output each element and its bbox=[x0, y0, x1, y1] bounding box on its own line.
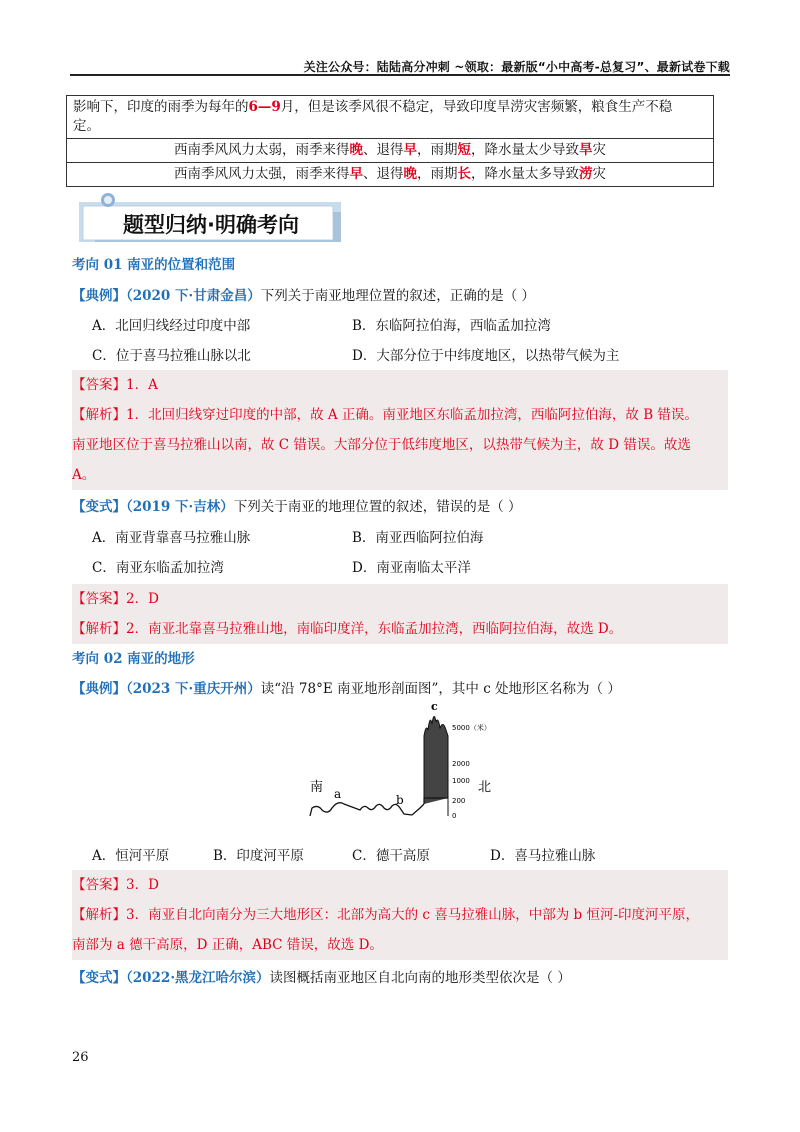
q1-option-d[interactable]: D．大部分位于中纬度地区，以热带气候为主 bbox=[352, 348, 620, 364]
profile-label-a: a bbox=[334, 787, 342, 801]
page-number: 26 bbox=[72, 1050, 89, 1065]
banner-graphic bbox=[75, 192, 347, 252]
q2-answer: 【答案】2．D bbox=[72, 591, 159, 607]
q1-answer-box bbox=[72, 370, 728, 490]
profile-label-c: c bbox=[431, 700, 438, 713]
section-title-1: 考向 01 南亚的位置和范围 bbox=[72, 257, 236, 273]
section-title-2: 考向 02 南亚的地形 bbox=[72, 651, 195, 667]
q1-option-a[interactable]: A．北回归线经过印度中部 bbox=[92, 318, 251, 334]
q3-option-d[interactable]: D．喜马拉雅山脉 bbox=[490, 848, 596, 864]
monsoon-table bbox=[66, 95, 714, 187]
section-banner bbox=[75, 192, 347, 252]
banner-title: 题型归纳·明确考向 bbox=[123, 213, 299, 237]
terrain-profile-figure bbox=[300, 700, 510, 825]
q3-answer: 【答案】3．D bbox=[72, 877, 159, 893]
q1-option-c[interactable]: C．位于喜马拉雅山脉以北 bbox=[92, 348, 251, 364]
q3-answer-box bbox=[72, 870, 728, 960]
page-header: 关注公众号：陆陆高分冲刺 ~领取：最新版“小中高考-总复习”、最新试卷下载 bbox=[303, 60, 730, 74]
q1-analysis-line-1: 【解析】1．北回归线穿过印度的中部，故 A 正确。南亚地区东临孟加拉湾，西临阿拉伯海，故 B 错误。 bbox=[72, 407, 698, 423]
north-label: 北 bbox=[478, 780, 492, 795]
question-2-stem: 【变式】（2019 下·吉林）下列关于南亚的地理位置的叙述，错误的是（ ） bbox=[72, 499, 522, 515]
q3-option-a[interactable]: A．恒河平原 bbox=[92, 848, 170, 864]
scale-0: 0 bbox=[452, 812, 457, 820]
q3-analysis-line-2: 南部为 a 德干高原，D 正确，ABC 错误，故选 D。 bbox=[72, 937, 383, 953]
profile-label-b: b bbox=[396, 793, 404, 807]
q3-analysis-line-1: 【解析】3．南亚自北向南分为三大地形区：北部为高大的 c 喜马拉雅山脉，中部为 b 恒河-印度河平原， bbox=[72, 907, 700, 923]
q2-option-d[interactable]: D．南亚南临太平洋 bbox=[352, 560, 471, 576]
q1-option-b[interactable]: B．东临阿拉伯海，西临孟加拉湾 bbox=[352, 318, 551, 334]
header-divider bbox=[70, 74, 730, 76]
south-label: 南 bbox=[310, 780, 324, 795]
q1-analysis-line-3: A。 bbox=[72, 467, 96, 483]
q1-answer: 【答案】1．A bbox=[72, 377, 158, 393]
q2-answer-box bbox=[72, 584, 728, 644]
question-1-stem: 【典例】（2020 下·甘肃金昌）下列关于南亚地理位置的叙述，正确的是（ ） bbox=[72, 288, 536, 304]
table-row-weak: 西南季风风力太弱，雨季来得晚、退得早，雨期短，降水量太少导致旱灾 bbox=[67, 139, 714, 163]
scale-2000: 2000 bbox=[452, 760, 470, 768]
q2-option-a[interactable]: A．南亚背靠喜马拉雅山脉 bbox=[92, 530, 251, 546]
q2-option-b[interactable]: B．南亚西临阿拉伯海 bbox=[352, 530, 484, 546]
q1-analysis-line-2: 南亚地区位于喜马拉雅山以南，故 C 错误。大部分位于低纬度地区，以热带气候为主，故 D 错误。故选 bbox=[72, 437, 691, 453]
question-4-stem: 【变式】（2022·黑龙江哈尔滨）读图概括南亚地区自北向南的地形类型依次是（ ） bbox=[72, 970, 571, 986]
q3-option-c[interactable]: C．德干高原 bbox=[352, 848, 430, 864]
table-intro-cell: 影响下，印度的雨季为每年的6—9月，但是该季风很不稳定，导致印度旱涝灾害频繁，粮食生产不稳 定。 bbox=[67, 96, 714, 139]
q2-analysis-line-1: 【解析】2．南亚北靠喜马拉雅山地，南临印度洋，东临孟加拉湾，西临阿拉伯海，故选 D。 bbox=[72, 621, 623, 637]
table-row-strong: 西南季风风力太强，雨季来得早、退得晚，雨期长，降水量太多导致涝灾 bbox=[67, 163, 714, 187]
q3-option-b[interactable]: B．印度河平原 bbox=[213, 848, 304, 864]
scale-5000: 5000（米） bbox=[452, 724, 491, 732]
q2-option-c[interactable]: C．南亚东临孟加拉湾 bbox=[92, 560, 224, 576]
scale-200: 200 bbox=[452, 797, 466, 805]
scale-1000: 1000 bbox=[452, 777, 470, 785]
question-3-stem: 【典例】（2023 下·重庆开州）读“沿 78°E 南亚地形剖面图”，其中 c 处地形区名称为（ ） bbox=[72, 681, 621, 697]
